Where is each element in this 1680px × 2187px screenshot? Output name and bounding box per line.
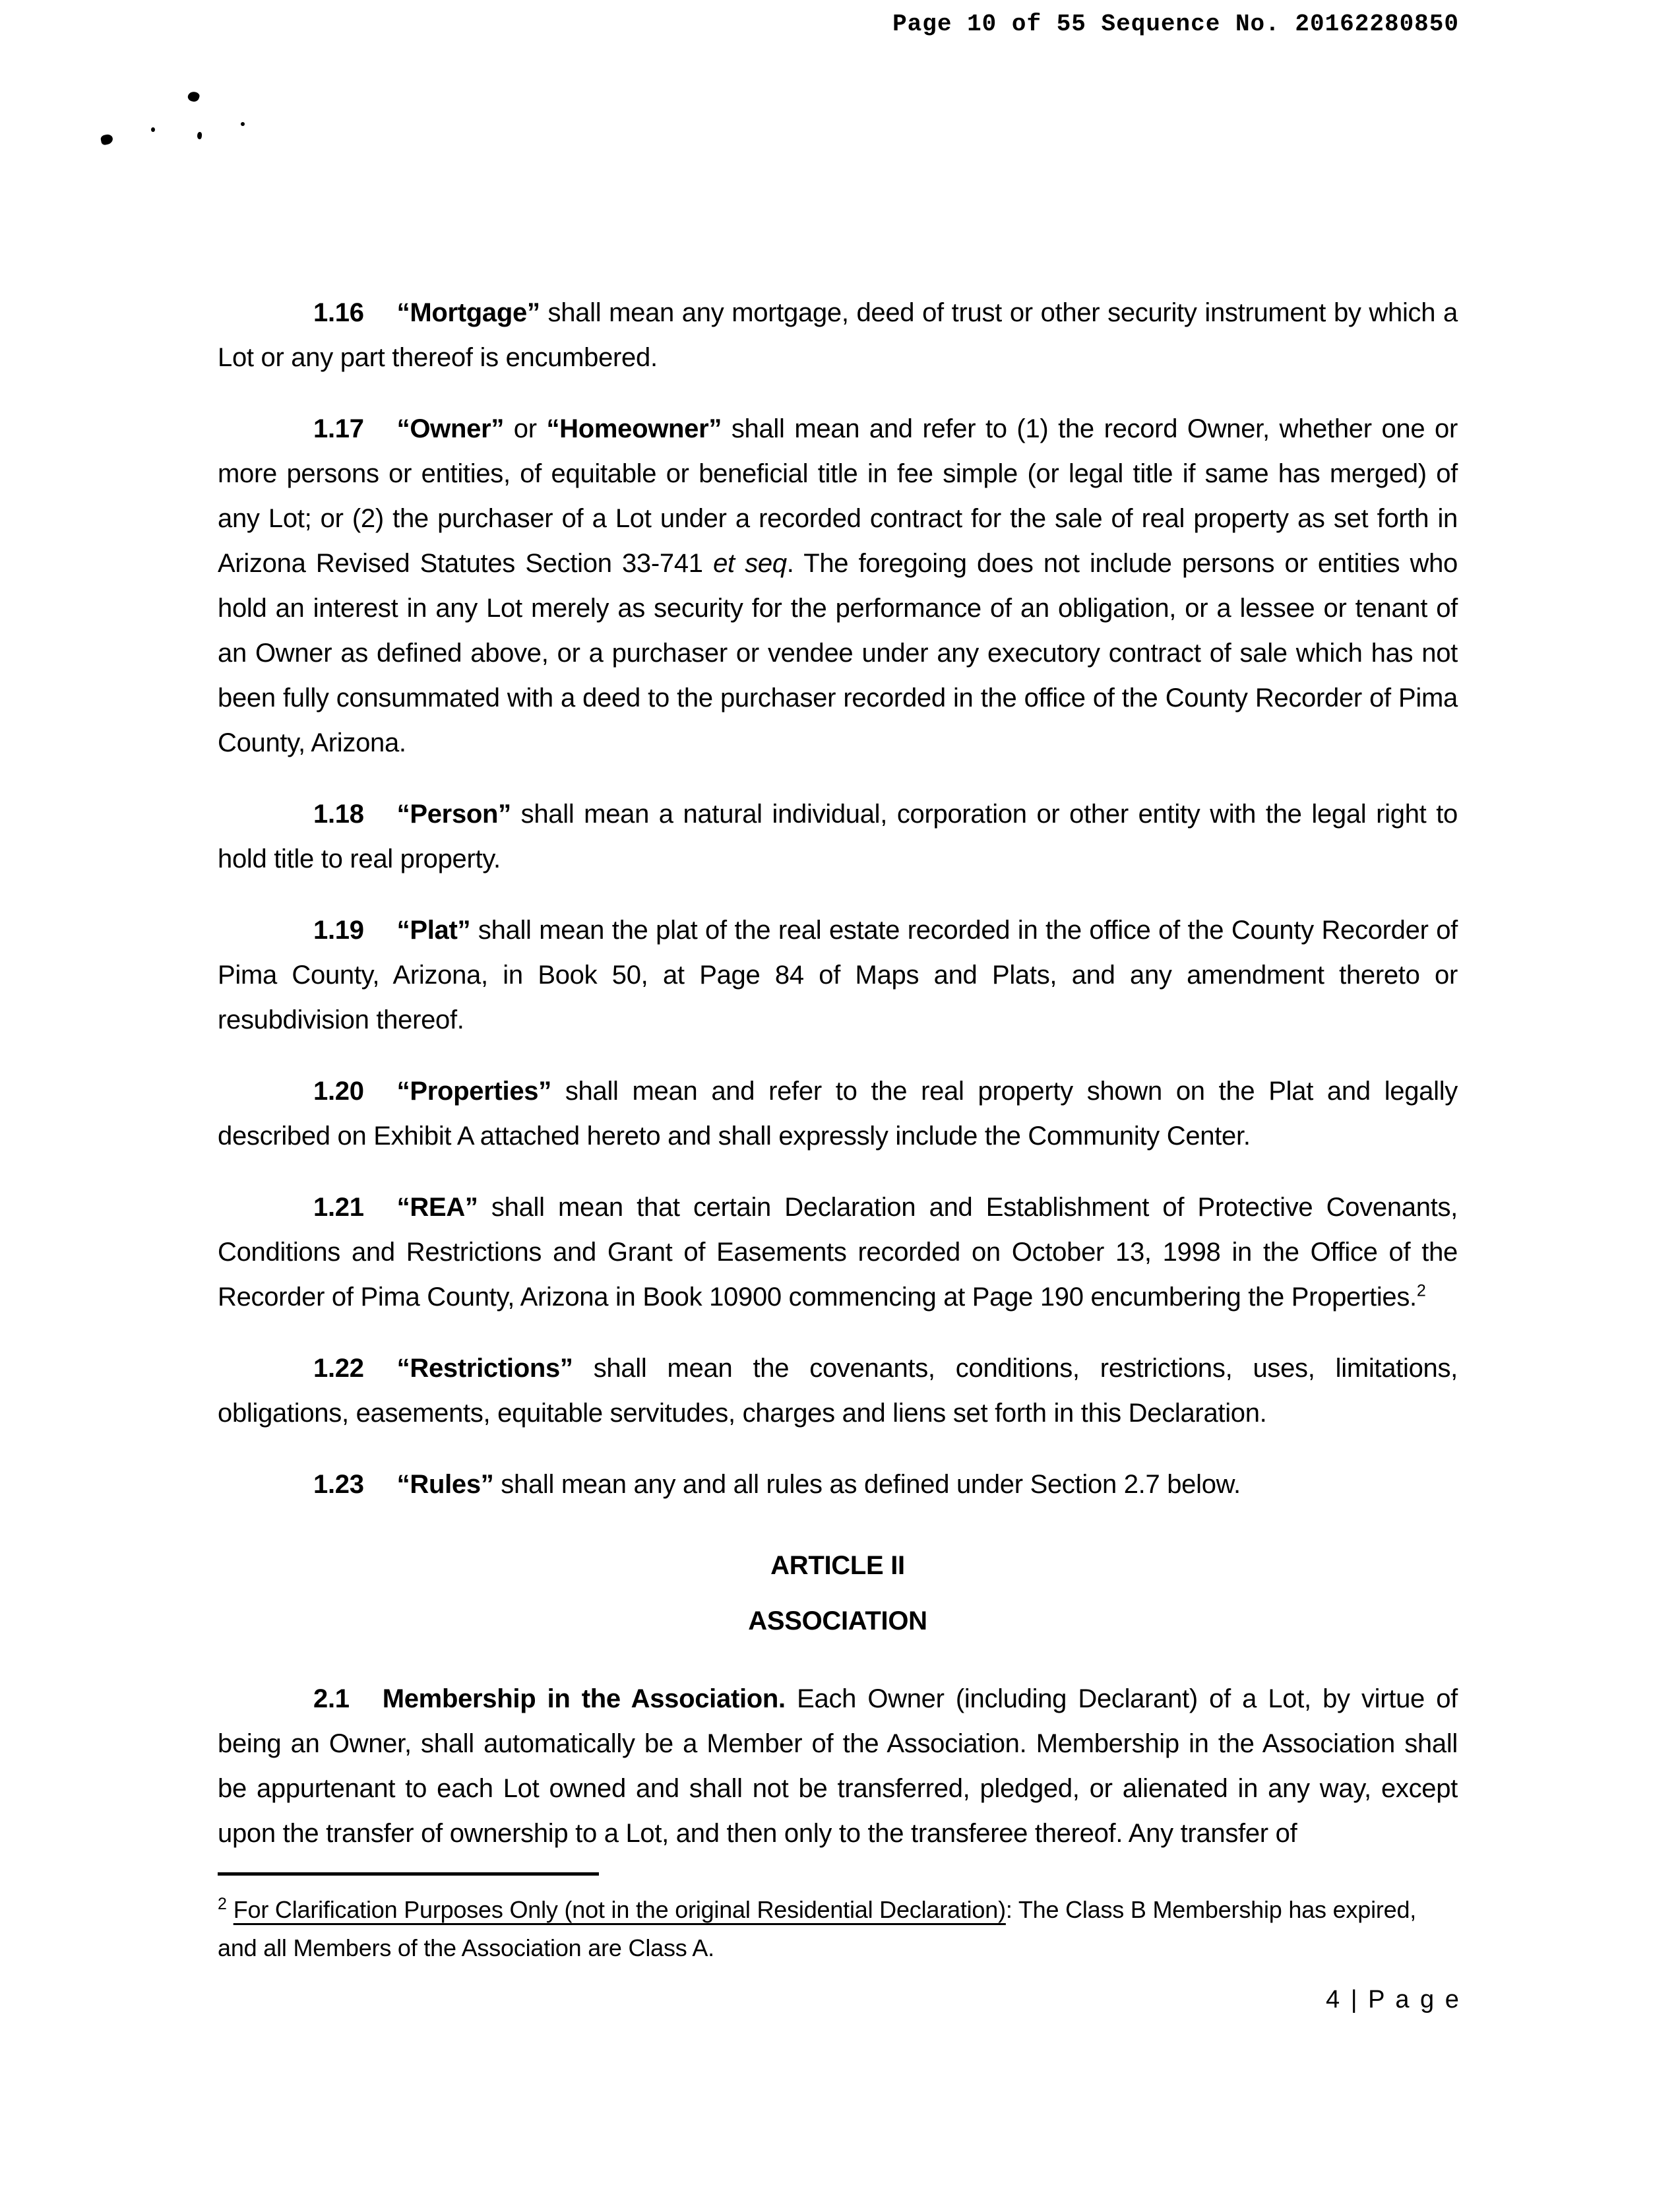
section-number: 2.1 bbox=[313, 1684, 350, 1713]
footnote-separator: : bbox=[1005, 1896, 1012, 1923]
footnote-separator-rule bbox=[218, 1872, 599, 1876]
section-text: Each Owner (including Declarant) of a Lot, by virtue of being an Owner, shall automatically be a Member of the Association. Membership in the Association shall be appurtenant to each Lot owned and shall not be transferred, pledged, or alienated in any way, except upon the transfer of ownership to a Lot, and then only to the transferee thereof. Any transfer of bbox=[218, 1684, 1458, 1848]
recorder-stamp: Page 10 of 55 Sequence No. 20162280850 bbox=[892, 11, 1459, 38]
section-1-22 bbox=[218, 1346, 1458, 1436]
section-number: 1.18 bbox=[313, 800, 364, 829]
defined-term: “Plat” bbox=[396, 916, 471, 945]
section-text: shall mean the covenants, conditions, restrictions, uses, limitations, obligations, easements, equitable servitudes, charges and liens set forth in this Declaration. bbox=[218, 1354, 1458, 1428]
section-number: 1.20 bbox=[313, 1077, 364, 1106]
ink-speck bbox=[151, 127, 155, 132]
section-number: 1.22 bbox=[313, 1354, 364, 1383]
defined-term: “Rules” bbox=[396, 1470, 494, 1499]
ink-speck bbox=[241, 122, 245, 126]
ink-speck bbox=[100, 133, 114, 145]
section-text: shall mean that certain Declaration and Establishment of Protective Covenants, Conditions and Restrictions and Grant of Easements recorded on October 13, 1998 in the Office of the Recorder of Pima County, Arizona in Book 10900 commencing at Page 190 encumbering the Properties. bbox=[218, 1193, 1458, 1312]
section-1-23 bbox=[218, 1462, 1458, 1507]
section-number: 1.23 bbox=[313, 1470, 364, 1499]
section-text: or bbox=[504, 414, 547, 443]
latin-phrase: et seq bbox=[713, 549, 787, 578]
section-1-17 bbox=[218, 406, 1458, 765]
footnote-underlined-text: For Clarification Purposes Only (not in the original Residential Declaration) bbox=[233, 1896, 1006, 1923]
section-text: shall mean and refer to (1) the record Owner, whether one or more persons or entities, of equitable or beneficial title in fee simple (or legal title if same has merged) of any Lot; or (2) the purchaser of a Lot under a recorded contract for the sale of real property as set forth in Arizona Revised Statutes Section 33-741 bbox=[218, 414, 1458, 578]
section-text: shall mean the plat of the real estate recorded in the office of the County Recorder of Pima County, Arizona, in Book 50, at Page 84 of Maps and Plats, and any amendment thereto or resubdivision thereof. bbox=[218, 916, 1458, 1034]
defined-term: “REA” bbox=[396, 1193, 478, 1222]
section-number: 1.17 bbox=[313, 414, 364, 443]
section-1-18 bbox=[218, 792, 1458, 881]
footnote-marker: 2 bbox=[218, 1895, 227, 1913]
section-number: 1.21 bbox=[313, 1193, 364, 1222]
ink-speck bbox=[197, 132, 202, 140]
section-text: shall mean any and all rules as defined under Section 2.7 below. bbox=[493, 1470, 1241, 1499]
section-number: 1.16 bbox=[313, 298, 364, 327]
section-text: shall mean and refer to the real property shown on the Plat and legally described on Exhibit A attached hereto and shall expressly include the Community Center. bbox=[218, 1077, 1458, 1151]
section-text: shall mean any mortgage, deed of trust or other security instrument by which a Lot or any part thereof is encumbered. bbox=[218, 298, 1458, 372]
article-heading: ARTICLE II bbox=[770, 1551, 905, 1580]
defined-term: “Person” bbox=[396, 800, 511, 829]
defined-term: “Restrictions” bbox=[396, 1354, 573, 1383]
section-1-20 bbox=[218, 1069, 1458, 1158]
defined-term: “Properties” bbox=[396, 1077, 551, 1106]
defined-term: “Owner” bbox=[396, 414, 505, 443]
footnote-reference: 2 bbox=[1416, 1281, 1426, 1300]
section-text: shall mean a natural individual, corporation or other entity with the legal right to hold title to real property. bbox=[218, 800, 1458, 873]
article-subheading: ASSOCIATION bbox=[748, 1606, 927, 1635]
section-1-19 bbox=[218, 908, 1458, 1042]
section-number: 1.19 bbox=[313, 916, 364, 945]
section-title: Membership in the Association. bbox=[382, 1684, 786, 1713]
section-2-1 bbox=[218, 1676, 1458, 1856]
footnote-text: The Class B Membership has expired, and all Members of the Association are Class A. bbox=[218, 1896, 1417, 1961]
ink-speck bbox=[187, 90, 201, 104]
defined-term: “Homeowner” bbox=[546, 414, 722, 443]
section-1-21 bbox=[218, 1185, 1458, 1319]
page-number-label: 4 | P a g e bbox=[1326, 1986, 1461, 2013]
section-1-16 bbox=[218, 290, 1458, 380]
document-body bbox=[218, 290, 1458, 1882]
footnote bbox=[218, 1891, 1458, 1967]
defined-term: “Mortgage” bbox=[396, 298, 540, 327]
section-text: . The foregoing does not include persons or entities who hold an interest in any Lot merely as security for the performance of an obligation, or a lessee or tenant of an Owner as defined above, or a purchaser or vendee under any executory contract of sale which has not been fully consummated with a deed to the purchaser recorded in the office of the County Recorder of Pima County, Arizona. bbox=[218, 549, 1458, 757]
